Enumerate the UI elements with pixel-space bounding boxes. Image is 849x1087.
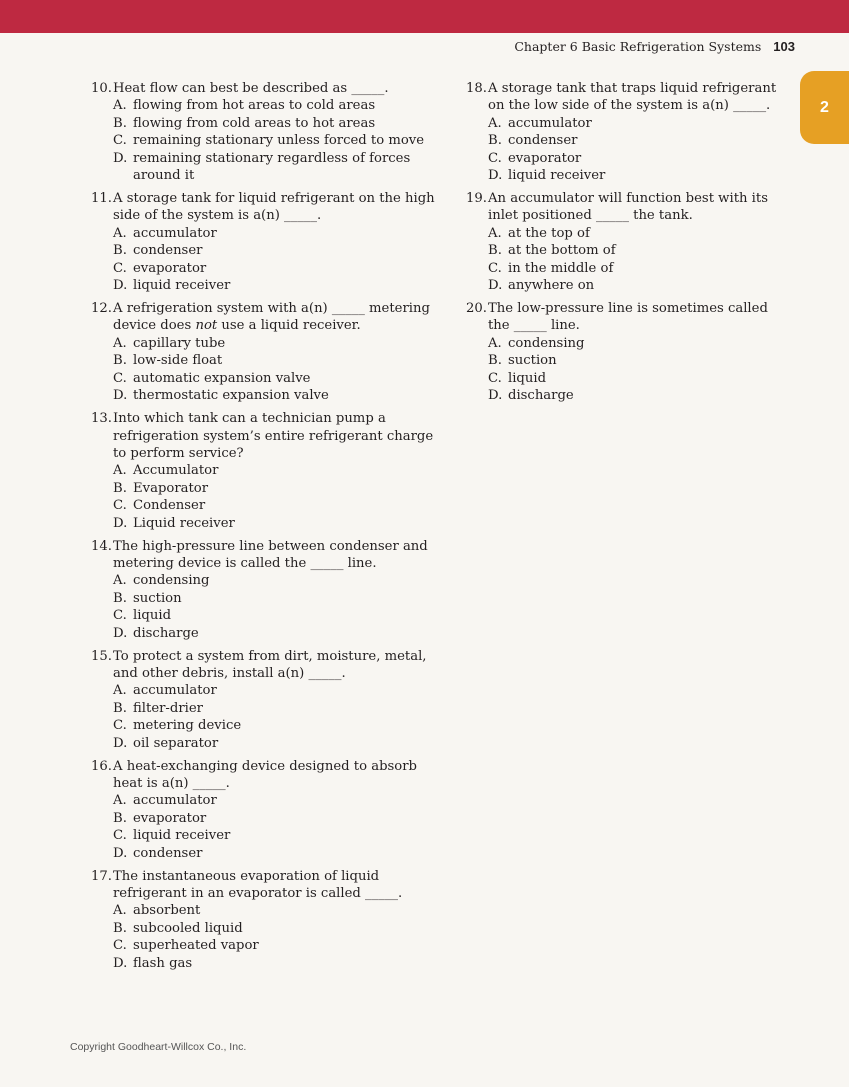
option-letter: A. bbox=[113, 98, 127, 114]
question-text: The high-pressure line between condenser and metering device is called the _____ line. bbox=[113, 538, 428, 571]
question-number: 14. bbox=[91, 538, 112, 554]
option-text: evaporator bbox=[133, 810, 207, 826]
answer-option bbox=[488, 370, 788, 387]
answer-options bbox=[91, 572, 436, 642]
option-text: Evaporator bbox=[133, 480, 209, 496]
question-stem bbox=[466, 80, 788, 115]
question-text: Into which tank can a technician pump a refrigeration system’s entire refrigerant charge to perform service? bbox=[113, 411, 434, 461]
answer-option bbox=[488, 132, 788, 149]
copyright-footer: Copyright Goodheart-Willcox Co., Inc. bbox=[70, 1041, 247, 1053]
option-text: suction bbox=[133, 590, 182, 606]
question-text: use a liquid receiver. bbox=[217, 318, 361, 334]
answer-option bbox=[113, 242, 436, 259]
answer-option bbox=[488, 260, 788, 277]
option-text: Accumulator bbox=[133, 463, 219, 479]
answer-option bbox=[113, 700, 436, 717]
option-letter: D. bbox=[488, 388, 503, 404]
option-letter: B. bbox=[113, 115, 127, 131]
option-letter: A. bbox=[113, 573, 127, 589]
option-text: low-side float bbox=[133, 353, 223, 369]
answer-option bbox=[113, 225, 436, 242]
option-letter: C. bbox=[488, 150, 502, 166]
answer-option bbox=[113, 462, 436, 479]
answer-options bbox=[91, 792, 436, 862]
option-letter: D. bbox=[113, 278, 128, 294]
option-letter: B. bbox=[113, 700, 127, 716]
answer-options bbox=[466, 225, 788, 295]
option-text: discharge bbox=[508, 388, 574, 404]
question-number: 15. bbox=[91, 648, 112, 664]
option-letter: A. bbox=[113, 463, 127, 479]
option-letter: D. bbox=[113, 388, 128, 404]
option-text: filter-drier bbox=[133, 700, 203, 716]
question-number: 13. bbox=[91, 411, 112, 427]
answer-option bbox=[488, 115, 788, 132]
answer-option bbox=[113, 572, 436, 589]
answer-option bbox=[488, 387, 788, 404]
option-letter: C. bbox=[113, 498, 127, 514]
question-stem bbox=[91, 190, 436, 225]
answer-option bbox=[113, 97, 436, 114]
option-text: flash gas bbox=[133, 955, 193, 971]
answer-option bbox=[113, 497, 436, 514]
answer-options bbox=[91, 682, 436, 752]
question-item bbox=[91, 758, 436, 862]
option-letter: D. bbox=[113, 150, 128, 166]
option-text: remaining stationary unless forced to move bbox=[133, 133, 425, 149]
option-text: flowing from hot areas to cold areas bbox=[133, 98, 376, 114]
option-letter: C. bbox=[113, 828, 127, 844]
option-text: thermostatic expansion valve bbox=[133, 388, 329, 404]
answer-option bbox=[113, 955, 436, 972]
option-letter: C. bbox=[113, 370, 127, 386]
question-text: A storage tank for liquid refrigerant on the high side of the system is a(n) _____. bbox=[113, 191, 435, 224]
option-text: at the bottom of bbox=[508, 243, 616, 259]
answer-option bbox=[113, 845, 436, 862]
question-item bbox=[91, 80, 436, 184]
option-text: anywhere on bbox=[508, 278, 595, 294]
answer-options bbox=[91, 335, 436, 405]
answer-option bbox=[113, 150, 436, 185]
answer-options bbox=[466, 115, 788, 185]
answer-option bbox=[113, 480, 436, 497]
option-letter: B. bbox=[113, 353, 127, 369]
option-text: condenser bbox=[133, 845, 203, 861]
answer-option bbox=[113, 682, 436, 699]
option-text: in the middle of bbox=[508, 260, 614, 276]
option-letter: B. bbox=[113, 590, 127, 606]
option-letter: C. bbox=[113, 608, 127, 624]
answer-option bbox=[488, 150, 788, 167]
option-letter: B. bbox=[113, 480, 127, 496]
answer-options bbox=[91, 225, 436, 295]
question-text: A storage tank that traps liquid refrigerant on the low side of the system is a(n) _____. bbox=[488, 81, 777, 114]
question-number: 19. bbox=[466, 191, 487, 207]
option-letter: D. bbox=[113, 955, 128, 971]
option-text: capillary tube bbox=[133, 335, 226, 351]
answer-option bbox=[113, 717, 436, 734]
option-letter: A. bbox=[113, 793, 127, 809]
option-text: condenser bbox=[508, 133, 578, 149]
question-stem bbox=[91, 300, 436, 335]
question-text: An accumulator will function best with its inlet positioned _____ the tank. bbox=[488, 191, 768, 224]
question-item bbox=[91, 538, 436, 642]
option-text: accumulator bbox=[133, 225, 217, 241]
option-text: subcooled liquid bbox=[133, 920, 243, 936]
answer-option bbox=[113, 352, 436, 369]
question-stem bbox=[91, 538, 436, 573]
answer-option bbox=[113, 792, 436, 809]
question-number: 11. bbox=[91, 191, 112, 207]
option-text: superheated vapor bbox=[133, 938, 259, 954]
question-item bbox=[91, 410, 436, 532]
option-letter: A. bbox=[488, 225, 502, 241]
page-number: 103 bbox=[773, 39, 795, 54]
option-letter: B. bbox=[113, 920, 127, 936]
option-letter: A. bbox=[488, 335, 502, 351]
option-text: metering device bbox=[133, 718, 242, 734]
option-text: liquid bbox=[133, 608, 172, 624]
option-letter: B. bbox=[488, 353, 502, 369]
answer-option bbox=[488, 277, 788, 294]
option-text: Liquid receiver bbox=[133, 515, 235, 531]
option-text: at the top of bbox=[508, 225, 590, 241]
option-letter: C. bbox=[488, 260, 502, 276]
option-text: evaporator bbox=[508, 150, 582, 166]
option-letter: B. bbox=[488, 133, 502, 149]
answer-option bbox=[488, 242, 788, 259]
option-text: discharge bbox=[133, 625, 199, 641]
question-stem bbox=[466, 300, 788, 335]
option-letter: D. bbox=[113, 515, 128, 531]
answer-option bbox=[113, 335, 436, 352]
question-item bbox=[466, 300, 788, 404]
answer-options bbox=[466, 335, 788, 405]
question-number: 18. bbox=[466, 81, 487, 96]
option-text: accumulator bbox=[133, 683, 217, 699]
question-number: 10. bbox=[91, 81, 112, 96]
question-text: A refrigeration system with a(n) _____ metering device does bbox=[113, 301, 430, 334]
question-item bbox=[466, 80, 788, 184]
option-letter: C. bbox=[488, 370, 502, 386]
option-text: evaporator bbox=[133, 260, 207, 276]
question-number: 12. bbox=[91, 301, 112, 317]
question-item bbox=[91, 648, 436, 752]
option-text: liquid receiver bbox=[133, 828, 231, 844]
option-text: liquid bbox=[508, 370, 547, 386]
option-text: absorbent bbox=[133, 903, 201, 919]
question-stem bbox=[91, 80, 436, 97]
option-letter: D. bbox=[113, 845, 128, 861]
answer-option bbox=[113, 625, 436, 642]
question-text: The instantaneous evaporation of liquid refrigerant in an evaporator is called _____. bbox=[113, 868, 403, 902]
option-letter: B. bbox=[488, 243, 502, 259]
question-stem bbox=[91, 868, 436, 903]
option-letter: A. bbox=[113, 225, 127, 241]
option-letter: A. bbox=[113, 335, 127, 351]
option-letter: A. bbox=[113, 683, 127, 699]
option-text: liquid receiver bbox=[133, 278, 231, 294]
option-letter: D. bbox=[488, 278, 503, 294]
question-item bbox=[91, 300, 436, 404]
header-bar bbox=[0, 0, 849, 33]
answer-options bbox=[91, 902, 436, 972]
option-text: condensing bbox=[508, 335, 585, 351]
option-text: condensing bbox=[133, 573, 210, 589]
answer-option bbox=[113, 115, 436, 132]
question-text: The low-pressure line is sometimes called the _____ line. bbox=[488, 301, 768, 334]
question-text: A heat-exchanging device designed to absorb heat is a(n) _____. bbox=[113, 758, 417, 791]
question-number: 20. bbox=[466, 301, 487, 317]
option-text: liquid receiver bbox=[508, 168, 606, 184]
emphasized-text: not bbox=[195, 318, 218, 334]
option-letter: A. bbox=[488, 115, 502, 131]
answer-option bbox=[113, 515, 436, 532]
answer-option bbox=[113, 277, 436, 294]
option-letter: C. bbox=[113, 260, 127, 276]
question-item bbox=[466, 190, 788, 294]
question-stem bbox=[91, 758, 436, 793]
answer-option bbox=[113, 370, 436, 387]
option-text: Condenser bbox=[133, 498, 206, 514]
option-text: flowing from cold areas to hot areas bbox=[133, 115, 376, 131]
answer-options bbox=[91, 97, 436, 184]
answer-option bbox=[113, 937, 436, 954]
question-number: 17. bbox=[91, 868, 112, 884]
question-number: 16. bbox=[91, 758, 112, 774]
question-column-right bbox=[466, 80, 788, 410]
answer-option bbox=[113, 827, 436, 844]
answer-option bbox=[488, 335, 788, 352]
answer-option bbox=[113, 607, 436, 624]
option-text: remaining stationary regardless of forces around it bbox=[133, 150, 411, 184]
answer-option bbox=[488, 167, 788, 184]
answer-option bbox=[488, 352, 788, 369]
option-letter: A. bbox=[113, 903, 127, 919]
answer-option bbox=[113, 735, 436, 752]
option-letter: B. bbox=[113, 810, 127, 826]
question-column-left bbox=[91, 80, 436, 978]
option-text: condenser bbox=[133, 243, 203, 259]
question-text: To protect a system from dirt, moisture, metal, and other debris, install a(n) _____. bbox=[113, 648, 427, 681]
answer-option bbox=[113, 590, 436, 607]
option-letter: C. bbox=[113, 938, 127, 954]
running-head bbox=[514, 39, 795, 54]
question-item bbox=[91, 868, 436, 972]
option-text: accumulator bbox=[133, 793, 217, 809]
option-text: oil separator bbox=[133, 735, 219, 751]
answer-option bbox=[113, 902, 436, 919]
answer-options bbox=[91, 462, 436, 532]
answer-option bbox=[113, 920, 436, 937]
option-letter: D. bbox=[113, 625, 128, 641]
question-stem bbox=[91, 648, 436, 683]
chapter-title: Chapter 6 Basic Refrigeration Systems bbox=[514, 39, 762, 54]
question-text: Heat flow can best be described as _____. bbox=[113, 81, 389, 96]
option-text: accumulator bbox=[508, 115, 592, 131]
option-letter: C. bbox=[113, 718, 127, 734]
answer-option bbox=[113, 810, 436, 827]
question-item bbox=[91, 190, 436, 294]
option-letter: D. bbox=[113, 735, 128, 751]
question-stem bbox=[466, 190, 788, 225]
option-letter: D. bbox=[488, 168, 503, 184]
option-text: automatic expansion valve bbox=[133, 370, 311, 386]
question-stem bbox=[91, 410, 436, 462]
chapter-tab: 2 bbox=[800, 71, 849, 144]
answer-option bbox=[113, 387, 436, 404]
option-letter: B. bbox=[113, 243, 127, 259]
option-text: suction bbox=[508, 353, 557, 369]
answer-option bbox=[113, 132, 436, 149]
answer-option bbox=[488, 225, 788, 242]
option-letter: C. bbox=[113, 133, 127, 149]
answer-option bbox=[113, 260, 436, 277]
